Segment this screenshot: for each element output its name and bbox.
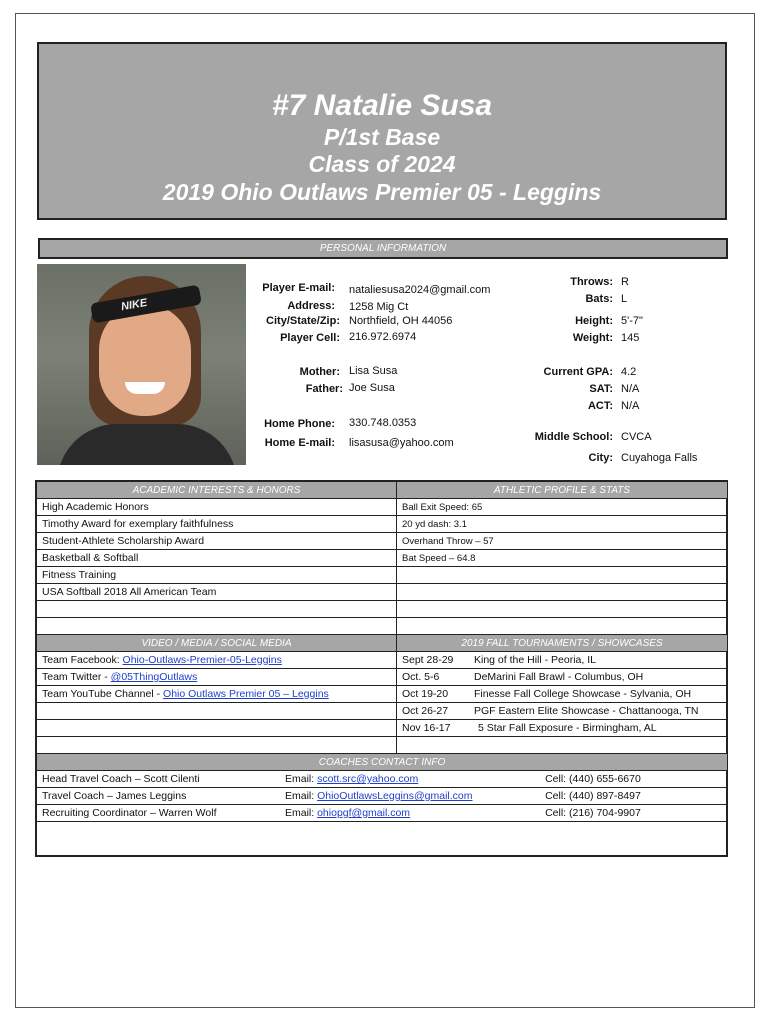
address-value: 1258 Mig Ct xyxy=(349,301,409,313)
player-position: P/1st Base xyxy=(323,124,441,150)
coach-email-link[interactable]: OhioOutlawsLeggins@gmail.com xyxy=(317,790,473,802)
sat-value: N/A xyxy=(621,383,640,395)
list-item xyxy=(37,618,397,635)
player-photo xyxy=(37,264,246,465)
list-item: Bat Speed – 64.8 xyxy=(397,550,728,567)
gpa-value: 4.2 xyxy=(621,366,637,378)
list-item: 20 yd dash: 3.1 xyxy=(397,516,728,533)
home-email-label: Home E-mail: xyxy=(264,437,335,449)
father-label: Father: xyxy=(305,383,343,395)
cell-label: Player Cell: xyxy=(280,332,340,344)
facebook-link[interactable]: Ohio-Outlaws-Premier-05-Leggins xyxy=(122,654,282,666)
sat-label: SAT: xyxy=(589,383,613,395)
headband: NIKE xyxy=(90,285,202,324)
city-value: Northfield, OH 44056 xyxy=(349,315,453,327)
weight-label: Weight: xyxy=(572,332,613,344)
weight-value: 145 xyxy=(621,332,640,344)
coach-row: Travel Coach – James Leggins Email: OhioOutlawsLeggins@gmail.com Cell: (440) 897-8497 xyxy=(37,788,728,805)
athletic-heading: ATHLETIC PROFILE & STATS xyxy=(397,482,728,499)
tournament-row: Oct 26-27 PGF Eastern Elite Showcase - Chattanooga, TN xyxy=(397,703,728,720)
profile-header xyxy=(37,42,727,220)
email-label: Player E-mail: xyxy=(262,282,335,294)
act-label: ACT: xyxy=(587,400,613,412)
empty-cell xyxy=(397,737,728,754)
bats-value: L xyxy=(621,293,628,305)
empty-cell xyxy=(37,720,397,737)
mother-label: Mother: xyxy=(299,366,340,378)
coaches-heading: COACHES CONTACT INFO xyxy=(37,754,728,771)
home-phone-value: 330.748.0353 xyxy=(349,417,417,429)
youtube-link[interactable]: Ohio Outlaws Premier 05 – Leggins xyxy=(163,688,329,700)
tournament-row: Oct 19-20 Finesse Fall College Showcase - Sylvania, OH xyxy=(397,686,728,703)
personal-info-heading: PERSONAL INFORMATION xyxy=(38,238,728,259)
empty-cell xyxy=(37,737,397,754)
list-item: Student-Athlete Scholarship Award xyxy=(37,533,397,550)
coach-email-link[interactable]: scott.src@yahoo.com xyxy=(317,773,419,785)
twitter-link[interactable]: @05ThingOutlaws xyxy=(110,671,198,683)
tournament-row: Nov 16-17 5 Star Fall Exposure - Birmingham, AL xyxy=(397,720,728,737)
cell-value: 216.972.6974 xyxy=(349,331,417,343)
list-item xyxy=(37,601,397,618)
school-city-value: Cuyahoga Falls xyxy=(621,452,698,464)
details-table xyxy=(36,481,728,822)
player-class: Class of 2024 xyxy=(308,151,456,177)
throws-value: R xyxy=(621,276,629,288)
act-value: N/A xyxy=(621,400,640,412)
coach-email-link[interactable]: ohiopgf@gmail.com xyxy=(317,807,411,819)
list-item xyxy=(397,567,728,584)
home-phone-label: Home Phone: xyxy=(264,418,335,430)
father-value: Joe Susa xyxy=(349,382,395,394)
list-item xyxy=(397,618,728,635)
youtube-row: Team YouTube Channel - Ohio Outlaws Premier 05 – Leggins xyxy=(37,686,397,703)
tournament-row: Oct. 5-6 DeMarini Fall Brawl - Columbus, OH xyxy=(397,669,728,686)
player-name: #7 Natalie Susa xyxy=(271,89,493,122)
height-value: 5'-7" xyxy=(621,315,643,327)
twitter-row: Team Twitter - @05ThingOutlaws xyxy=(37,669,397,686)
middle-school-value: CVCA xyxy=(621,431,652,443)
list-item xyxy=(397,584,728,601)
middle-school-label: Middle School: xyxy=(534,431,613,443)
gpa-label: Current GPA: xyxy=(543,366,613,378)
tournaments-heading: 2019 FALL TOURNAMENTS / SHOWCASES xyxy=(397,635,728,652)
coach-row: Head Travel Coach – Scott Cilenti Email: scott.src@yahoo.com Cell: (440) 655-6670 xyxy=(37,771,728,788)
throws-label: Throws: xyxy=(570,276,613,288)
player-email: nataliesusa2024@gmail.com xyxy=(349,284,491,296)
list-item: Timothy Award for exemplary faithfulness xyxy=(37,516,397,533)
school-city-label: City: xyxy=(588,452,613,464)
address-label: Address: xyxy=(287,300,335,312)
player-team: 2019 Ohio Outlaws Premier 05 - Leggins xyxy=(162,179,602,205)
academic-heading: ACADEMIC INTERESTS & HONORS xyxy=(37,482,397,499)
city-label: City/State/Zip: xyxy=(266,315,340,327)
coach-row: Recruiting Coordinator – Warren Wolf Email: ohiopgf@gmail.com Cell: (216) 704-9907 xyxy=(37,805,728,822)
list-item: Overhand Throw – 57 xyxy=(397,533,728,550)
list-item: USA Softball 2018 All American Team xyxy=(37,584,397,601)
empty-cell xyxy=(37,703,397,720)
list-item: Basketball & Softball xyxy=(37,550,397,567)
facebook-row: Team Facebook: Ohio-Outlaws-Premier-05-Leggins xyxy=(37,652,397,669)
home-email-value: lisasusa@yahoo.com xyxy=(349,437,454,449)
bats-label: Bats: xyxy=(585,293,613,305)
list-item xyxy=(397,601,728,618)
media-heading: VIDEO / MEDIA / SOCIAL MEDIA xyxy=(37,635,397,652)
list-item: Ball Exit Speed: 65 xyxy=(397,499,728,516)
list-item: Fitness Training xyxy=(37,567,397,584)
mother-value: Lisa Susa xyxy=(349,365,398,377)
height-label: Height: xyxy=(575,315,613,327)
tournament-row: Sept 28-29 King of the Hill - Peoria, IL xyxy=(397,652,728,669)
list-item: High Academic Honors xyxy=(37,499,397,516)
